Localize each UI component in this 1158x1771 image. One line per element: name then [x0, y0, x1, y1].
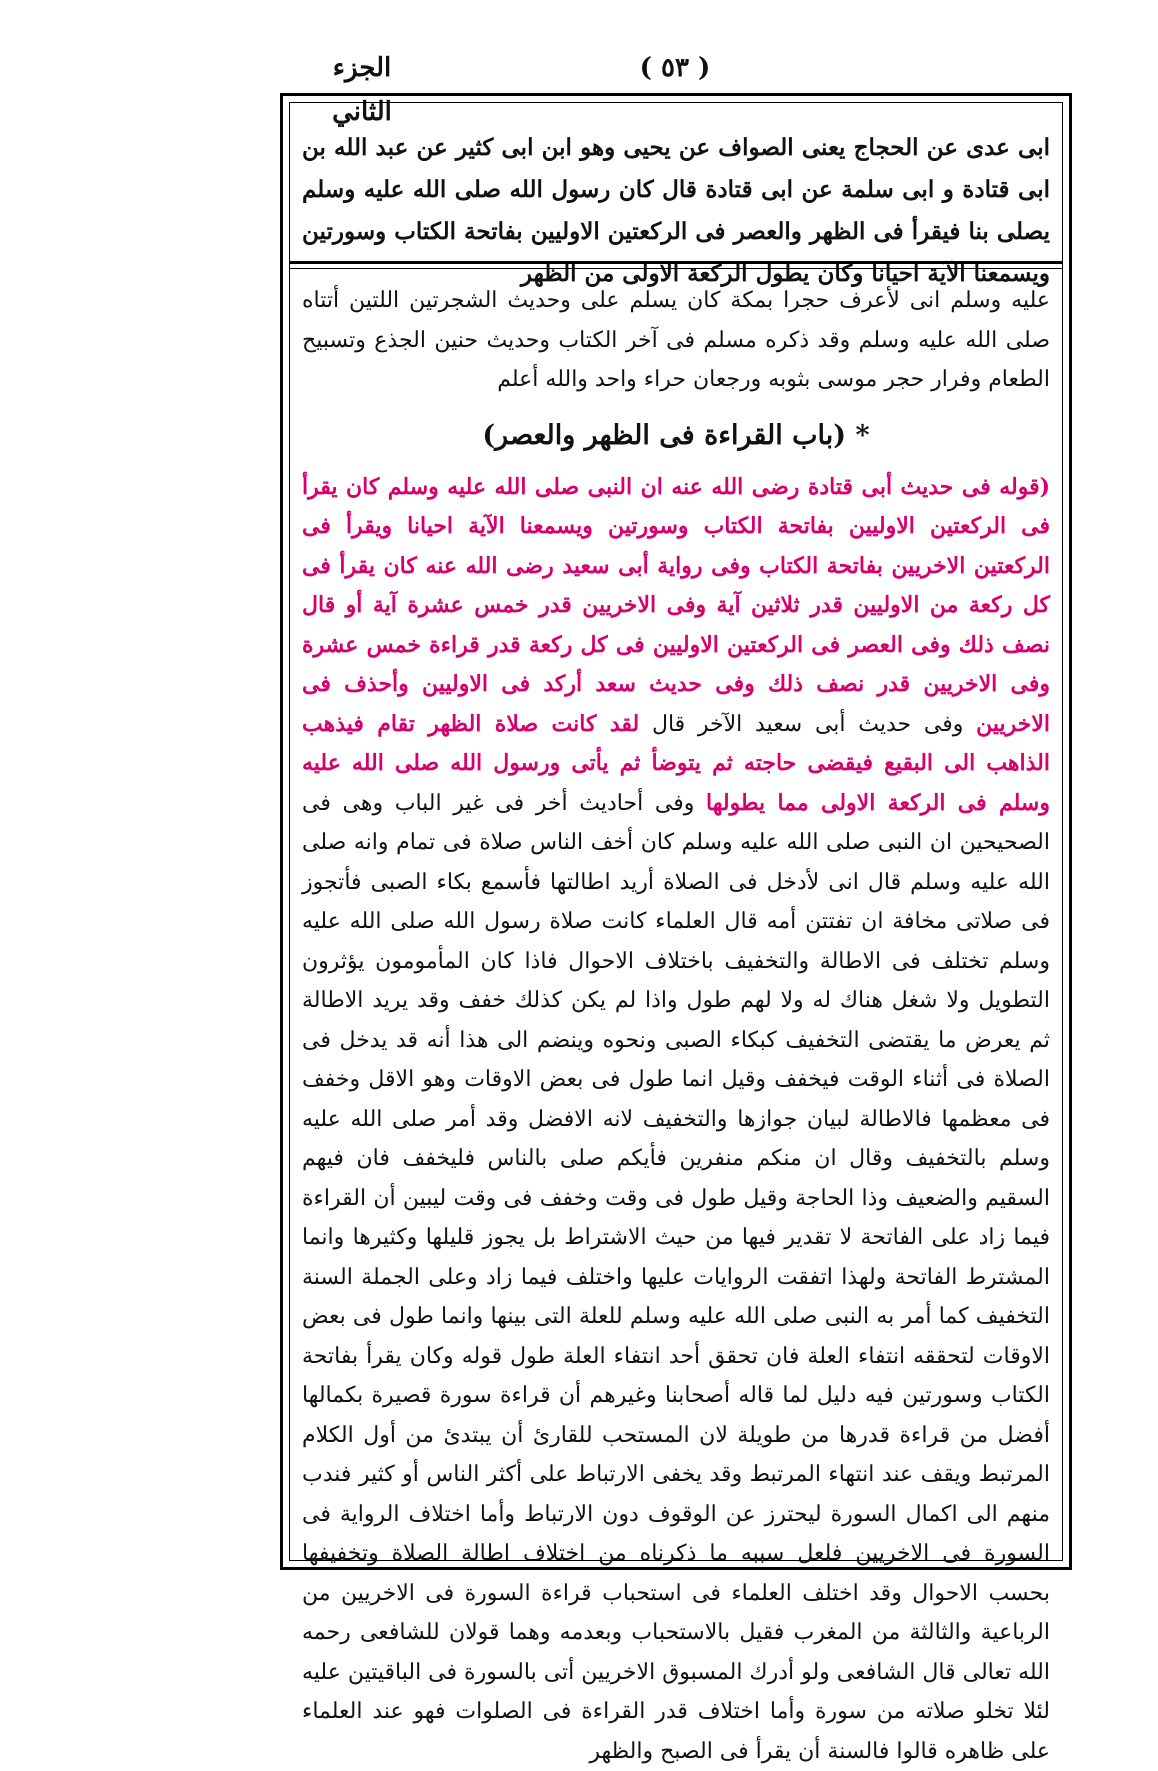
page-frame-inner [289, 102, 1063, 1561]
matn-text: ابى عدى عن الحجاج يعنى الصواف عن يحيى وهو ابن ابى كثير عن عبد الله بن ابى قتادة و ابى سلمة عن ابى قتادة قال كان رسول الله صلى الله عليه وسلم يصلى بنا فيقرأ فى الظهر والعصر فى الركعتين الاوليين بفاتحة الكتاب وسورتين ويسمعنا الآية احيانا وكان يطول الركعة الاولى من الظهر [290, 103, 1062, 261]
running-header-part: الجزء الثاني [302, 46, 422, 90]
quoted-hadith-2: لقد كانت صلاة الظهر تقام فيذهب الذاهب الى البقيع فيقضى حاجته ثم يتوضأ ثم يأتى ورسول الله صلى الله عليه وسلم فى الركعة الاولى مما يطولها [302, 711, 1050, 816]
sharh-transition: وفى حديث أبى سعيد الآخر قال [652, 712, 963, 737]
sharh-explanation: وفى أحاديث أخر فى غير الباب وهى فى الصحيحين ان النبى صلى الله عليه وسلم كان أخف الناس صلاة فى تمام وانه صلى الله عليه وسلم قال انى لأدخل فى الصلاة أريد اطالتها فأسمع بكاء الصبى فأتجوز فى صلاتى مخافة ان تفتتن أمه قال العلماء كانت صلاة رسول الله صلى الله عليه وسلم تختلف فى الاطالة والتخفيف باختلاف الاحوال فاذا كان المأمومون يؤثرون التطويل ولا شغل هناك له ولا لهم طول واذا لم يكن كذلك خفف وقد يريد الاطالة ثم يعرض ما يقتضى التخفيف كبكاء الصبى ونحوه وينضم الى هذا أنه قد يدخل فى الصلاة فى أثناء الوقت فيخفف وقيل انما طول فى بعض الاوقات وهو الاقل وخفف فى معظمها فالاطالة لبيان جوازها والتخفيف لانه الافضل وقد أمر صلى الله عليه وسلم بالتخفيف وقال ان منكم منفرين فأيكم صلى بالناس فليخفف فان فيهم السقيم والضعيف وذا الحاجة وقيل طول فى وقت وخفف فى وقت ليبين أن القراءة فيما زاد على الفاتحة لا تقدير فيها من حيث الاشتراط بل يجوز قليلها وكثيرها وانما المشترط الفاتحة ولهذا اتفقت الروايات عليها واختلف فيما زاد وعلى الجملة السنة التخفيف كما أمر به النبى صلى الله عليه وسلم للعلة التى بينها وانما طول فى بعض الاوقات لتحققه انتفاء العلة فان تحقق أحد انتفاء العلة طول قوله وكان يقرأ بفاتحة الكتاب وسورتين فيه دليل لما قاله أصحابنا وغيرهم أن قراءة سورة قصيرة بكمالها أفضل من قراءة قدرها من طويلة لان المستحب للقارئ أن يبتدئ من أول الكلام المرتبط ويقف عند انتهاء المرتبط وقد يخفى الارتباط على أكثر الناس أو كثير فندب منهم الى اكمال السورة ليحترز عن الوقوف دون الارتباط وأما اختلاف الرواية فى السورة فى الاخريين فلعل سببه ما ذكرناه من اختلاف اطالة الصلاة وتخفيفها بحسب الاحوال وقد اختلف العلماء فى استحباب قراءة السورة فى الاخريين من الرباعية والثالثة من المغرب فقيل بالاستحباب وبعدمه وهما قولان للشافعى رحمه الله تعالى قال الشافعى ولو أدرك المسبوق الاخريين أتى بالسورة فى الباقيتين عليه لئلا تخلو صلاته من سورة وأما اختلاف قدر القراءة فى الصلوات فهو عند العلماء على ظاهره قالوا فالسنة أن يقرأ فى الصبح والظهر [302, 791, 1050, 1764]
matn-sharh-separator [290, 261, 1062, 269]
page-number: ( ٥٣ ) [620, 46, 730, 90]
sharh-commentary [290, 281, 1062, 1560]
quoted-hadith: (قوله فى حديث أبى قتادة رضى الله عنه ان النبى صلى الله عليه وسلم كان يقرأ فى الركعتين الاوليين بفاتحة الكتاب وسورتين ويسمعنا الآية احيانا ويقرأ فى الركعتين الاخريين بفاتحة الكتاب وفى رواية أبى سعيد رضى الله عنه كان يقرأ فى كل ركعة من الاوليين قدر ثلاثين آية وفى الاخريين قدر خمس عشرة آية أو قال نصف ذلك وفى العصر فى الركعتين الاوليين فى كل ركعة قدر قراءة خمس عشرة وفى الاخريين قدر نصف ذلك وفى حديث سعد أركد فى الاوليين وأحذف فى الاخريين [302, 474, 1050, 737]
page-frame [280, 93, 1072, 1570]
sharh-body [302, 468, 1050, 1771]
sharh-intro: عليه وسلم انى لأعرف حجرا بمكة كان يسلم على وحديث الشجرتين اللتين أتتاه صلى الله عليه وسلم وقد ذكره مسلم فى آخر الكتاب وحديث حنين الجذع وتسبيح الطعام وفرار حجر موسى بثوبه ورجعان حراء واحد والله أعلم [302, 281, 1050, 400]
chapter-heading: * (باب القراءة فى الظهر والعصر) [302, 416, 1050, 456]
